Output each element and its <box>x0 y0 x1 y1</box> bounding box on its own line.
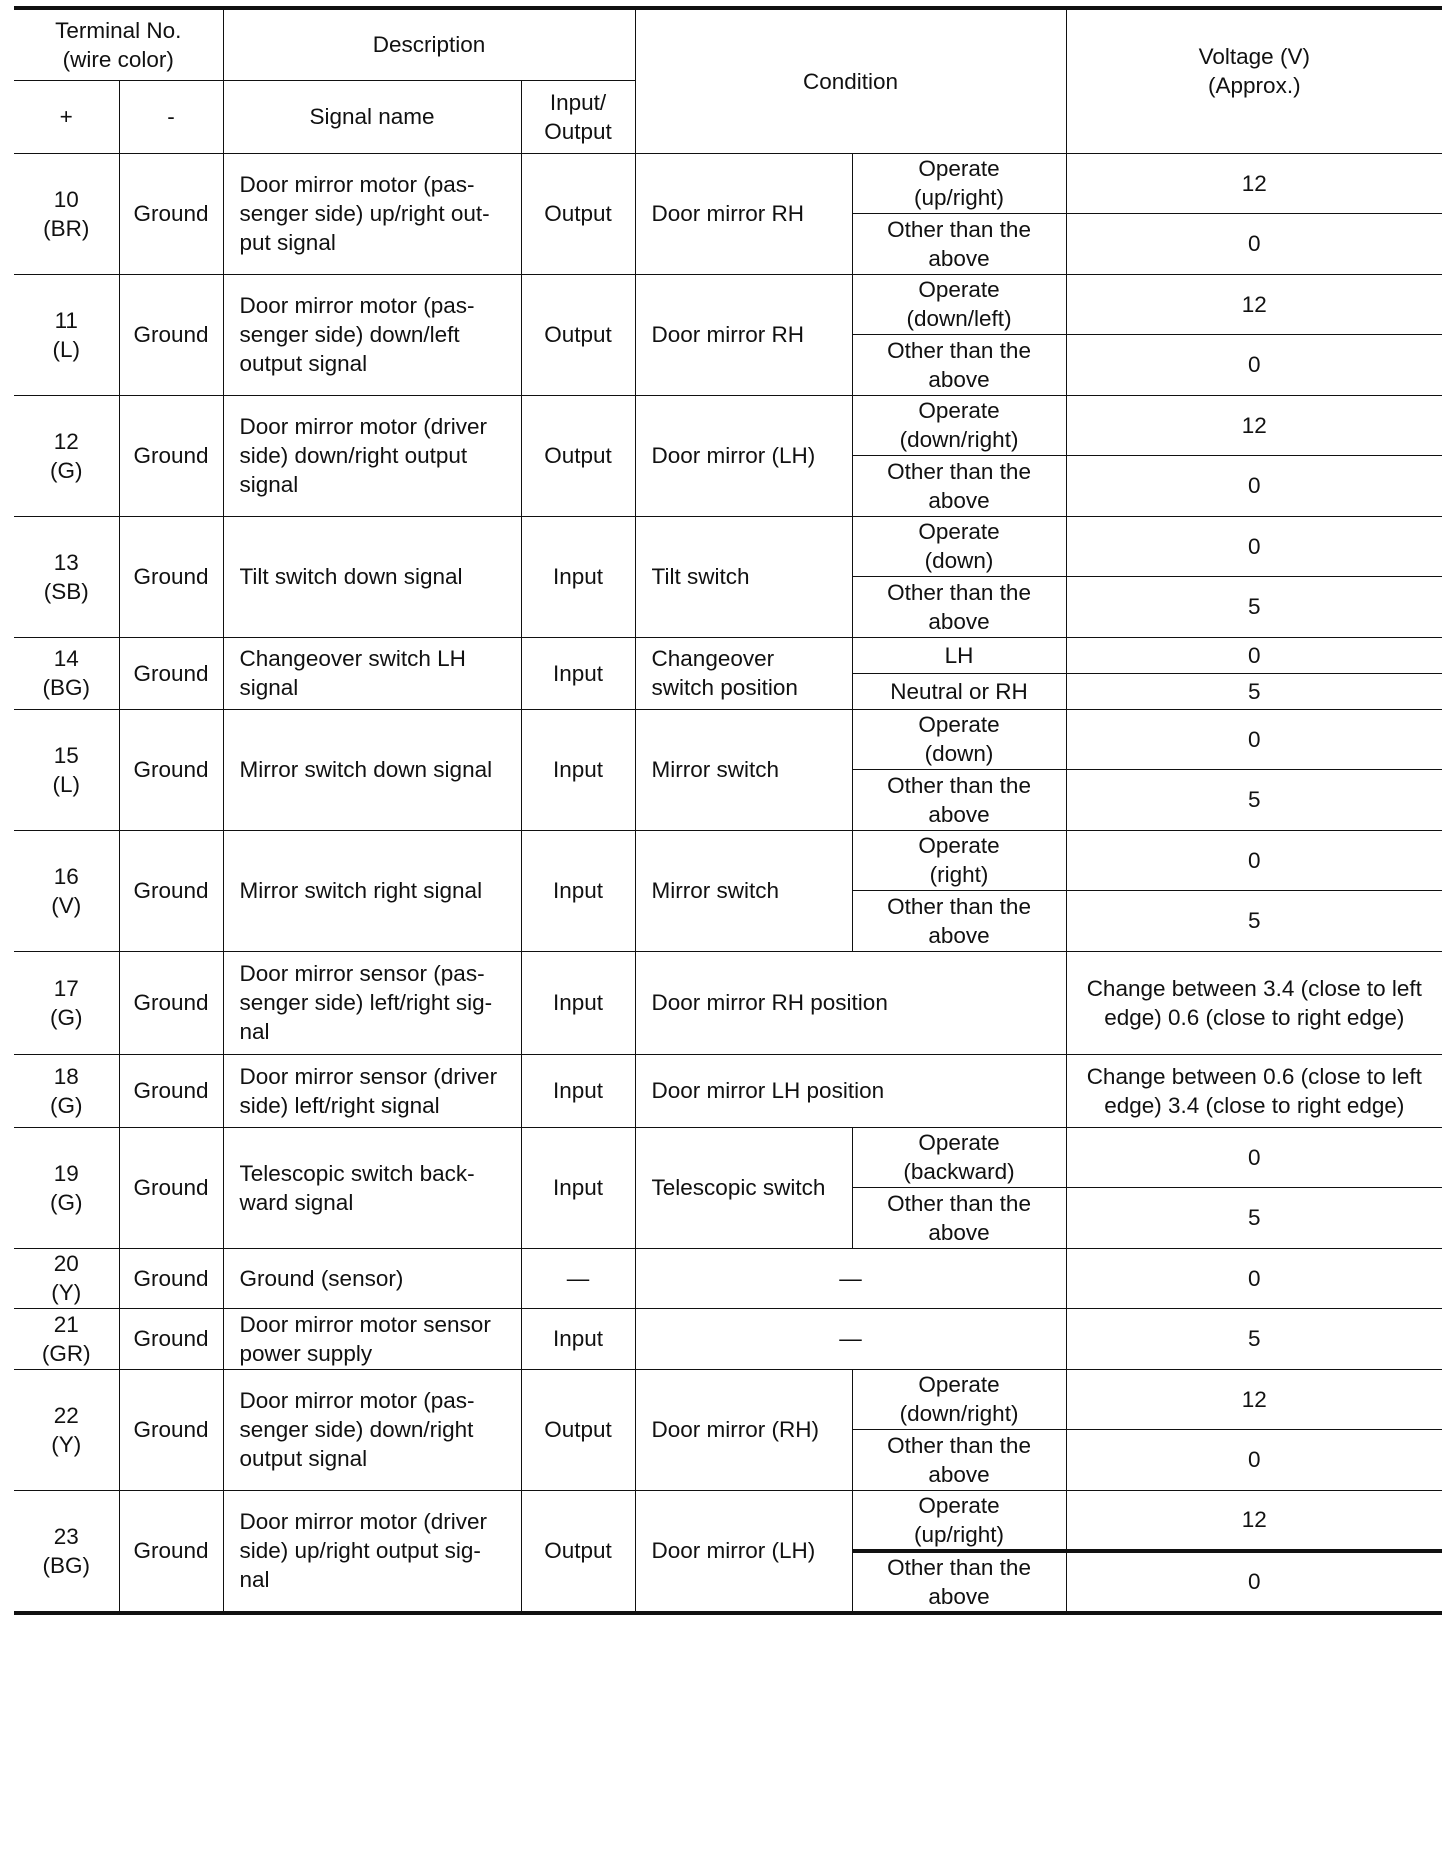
terminal-number: 12 (G) <box>14 395 119 516</box>
table-row <box>14 1369 1442 1430</box>
terminal-number: 19 (G) <box>14 1127 119 1248</box>
voltage-value: 5 <box>1066 1188 1442 1249</box>
terminal-number: 22 (Y) <box>14 1369 119 1490</box>
voltage-value: 5 <box>1066 1309 1442 1370</box>
sub-condition: Neutral or RH <box>852 673 1066 709</box>
header-plus: + <box>14 80 119 153</box>
sub-condition: Operate (down/right) <box>852 395 1066 456</box>
voltage-value: 12 <box>1066 274 1442 335</box>
signal-name: Door mirror motor (pas- senger side) up/right out- put signal <box>223 153 521 274</box>
condition: Door mirror LH position <box>635 1054 1066 1127</box>
header-signal-name: Signal name <box>223 80 521 153</box>
table-row <box>14 1054 1442 1127</box>
table-row <box>14 153 1442 214</box>
condition: Door mirror (LH) <box>635 395 852 516</box>
voltage-value: 12 <box>1066 395 1442 456</box>
input-output: Input <box>521 637 635 709</box>
signal-name: Door mirror motor (driver side) down/right output signal <box>223 395 521 516</box>
table-row <box>14 274 1442 335</box>
signal-name: Door mirror motor (driver side) up/right output sig- nal <box>223 1490 521 1613</box>
voltage-value: 0 <box>1066 1430 1442 1491</box>
input-output: Input <box>521 1309 635 1370</box>
condition: Door mirror (RH) <box>635 1369 852 1490</box>
signal-name: Ground (sensor) <box>223 1248 521 1309</box>
table-row <box>14 709 1442 770</box>
condition: Door mirror (LH) <box>635 1490 852 1613</box>
header-input-output: Input/ Output <box>521 80 635 153</box>
voltage-value: 0 <box>1066 1551 1442 1613</box>
voltage-value: 0 <box>1066 830 1442 891</box>
terminal-minus: Ground <box>119 951 223 1054</box>
condition: Changeover switch position <box>635 637 852 709</box>
terminal-minus: Ground <box>119 637 223 709</box>
input-output: Output <box>521 395 635 516</box>
header-minus: - <box>119 80 223 153</box>
condition: Door mirror RH <box>635 153 852 274</box>
table-row <box>14 516 1442 577</box>
terminal-minus: Ground <box>119 395 223 516</box>
condition: — <box>635 1248 1066 1309</box>
table-row <box>14 1127 1442 1188</box>
sub-condition: Other than the above <box>852 891 1066 952</box>
input-output: Output <box>521 1490 635 1613</box>
terminal-voltage-table <box>14 6 1442 1615</box>
terminal-minus: Ground <box>119 830 223 951</box>
signal-name: Mirror switch right signal <box>223 830 521 951</box>
input-output: Output <box>521 153 635 274</box>
sub-condition: LH <box>852 637 1066 673</box>
voltage-value: 5 <box>1066 577 1442 638</box>
table-row <box>14 951 1442 1054</box>
signal-name: Door mirror sensor (driver side) left/right signal <box>223 1054 521 1127</box>
voltage-value: Change between 0.6 (close to left edge) 3.4 (close to right edge) <box>1066 1054 1442 1127</box>
terminal-minus: Ground <box>119 1248 223 1309</box>
terminal-number: 14 (BG) <box>14 637 119 709</box>
signal-name: Door mirror motor (pas- senger side) down/left output signal <box>223 274 521 395</box>
input-output: Input <box>521 709 635 830</box>
terminal-minus: Ground <box>119 1490 223 1613</box>
condition: Mirror switch <box>635 709 852 830</box>
voltage-value: 5 <box>1066 891 1442 952</box>
terminal-minus: Ground <box>119 1054 223 1127</box>
sub-condition: Operate (down/right) <box>852 1369 1066 1430</box>
voltage-value: 0 <box>1066 214 1442 275</box>
condition: Door mirror RH <box>635 274 852 395</box>
sub-condition: Operate (down/left) <box>852 274 1066 335</box>
terminal-number: 20 (Y) <box>14 1248 119 1309</box>
terminal-number: 13 (SB) <box>14 516 119 637</box>
table-body <box>14 153 1442 1613</box>
input-output: Input <box>521 516 635 637</box>
condition: Tilt switch <box>635 516 852 637</box>
signal-name: Door mirror motor (pas- senger side) down/right output signal <box>223 1369 521 1490</box>
input-output: Input <box>521 951 635 1054</box>
condition: Telescopic switch <box>635 1127 852 1248</box>
voltage-value: 12 <box>1066 153 1442 214</box>
input-output: Input <box>521 1054 635 1127</box>
sub-condition: Operate (backward) <box>852 1127 1066 1188</box>
terminal-table-container <box>14 6 1442 1615</box>
sub-condition: Other than the above <box>852 335 1066 396</box>
voltage-value: 0 <box>1066 709 1442 770</box>
sub-condition: Other than the above <box>852 1430 1066 1491</box>
terminal-number: 23 (BG) <box>14 1490 119 1613</box>
table-row <box>14 1490 1442 1551</box>
sub-condition: Operate (up/right) <box>852 153 1066 214</box>
input-output: Output <box>521 274 635 395</box>
input-output: Output <box>521 1369 635 1490</box>
sub-condition: Other than the above <box>852 214 1066 275</box>
terminal-minus: Ground <box>119 1369 223 1490</box>
table-row <box>14 1309 1442 1370</box>
signal-name: Door mirror sensor (pas- senger side) left/right sig- nal <box>223 951 521 1054</box>
sub-condition: Operate (down) <box>852 516 1066 577</box>
terminal-number: 11 (L) <box>14 274 119 395</box>
voltage-value: 0 <box>1066 456 1442 517</box>
signal-name: Changeover switch LH signal <box>223 637 521 709</box>
table-row <box>14 830 1442 891</box>
voltage-value: 5 <box>1066 673 1442 709</box>
terminal-number: 10 (BR) <box>14 153 119 274</box>
condition: Door mirror RH position <box>635 951 1066 1054</box>
terminal-minus: Ground <box>119 516 223 637</box>
header-condition: Condition <box>635 8 1066 153</box>
input-output: Input <box>521 1127 635 1248</box>
terminal-number: 15 (L) <box>14 709 119 830</box>
sub-condition: Operate (up/right) <box>852 1490 1066 1551</box>
terminal-number: 17 (G) <box>14 951 119 1054</box>
signal-name: Telescopic switch back- ward signal <box>223 1127 521 1248</box>
terminal-minus: Ground <box>119 1127 223 1248</box>
table-row <box>14 395 1442 456</box>
terminal-minus: Ground <box>119 153 223 274</box>
voltage-value: 12 <box>1066 1369 1442 1430</box>
voltage-value: 12 <box>1066 1490 1442 1551</box>
table-row <box>14 637 1442 673</box>
terminal-number: 16 (V) <box>14 830 119 951</box>
condition: Mirror switch <box>635 830 852 951</box>
signal-name: Mirror switch down signal <box>223 709 521 830</box>
sub-condition: Other than the above <box>852 577 1066 638</box>
terminal-minus: Ground <box>119 274 223 395</box>
terminal-number: 18 (G) <box>14 1054 119 1127</box>
sub-condition: Other than the above <box>852 456 1066 517</box>
input-output: — <box>521 1248 635 1309</box>
terminal-minus: Ground <box>119 709 223 830</box>
voltage-value: Change between 3.4 (close to left edge) 0.6 (close to right edge) <box>1066 951 1442 1054</box>
header-description: Description <box>223 8 635 80</box>
voltage-value: 0 <box>1066 1248 1442 1309</box>
table-row <box>14 1248 1442 1309</box>
sub-condition: Other than the above <box>852 1551 1066 1613</box>
voltage-value: 0 <box>1066 1127 1442 1188</box>
sub-condition: Operate (right) <box>852 830 1066 891</box>
terminal-minus: Ground <box>119 1309 223 1370</box>
terminal-number: 21 (GR) <box>14 1309 119 1370</box>
sub-condition: Other than the above <box>852 1188 1066 1249</box>
sub-condition: Operate (down) <box>852 709 1066 770</box>
voltage-value: 0 <box>1066 637 1442 673</box>
header-voltage: Voltage (V) (Approx.) <box>1066 8 1442 153</box>
voltage-value: 0 <box>1066 335 1442 396</box>
header-terminal: Terminal No. (wire color) <box>14 8 223 80</box>
voltage-value: 5 <box>1066 770 1442 831</box>
signal-name: Tilt switch down signal <box>223 516 521 637</box>
signal-name: Door mirror motor sensor power supply <box>223 1309 521 1370</box>
condition: — <box>635 1309 1066 1370</box>
sub-condition: Other than the above <box>852 770 1066 831</box>
voltage-value: 0 <box>1066 516 1442 577</box>
input-output: Input <box>521 830 635 951</box>
